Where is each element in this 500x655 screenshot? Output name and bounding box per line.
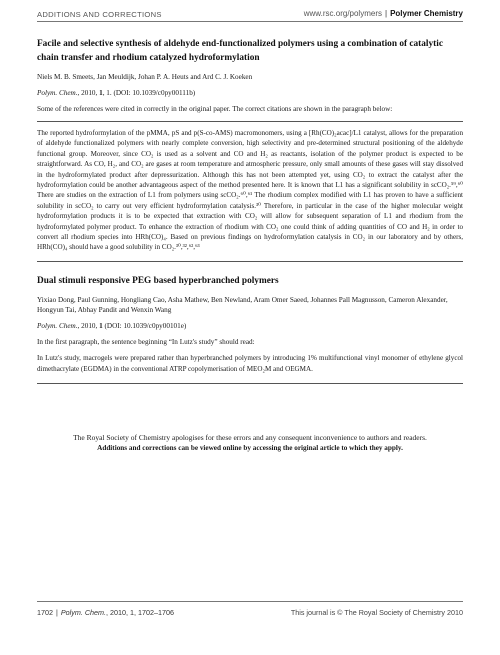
footer-rule [37, 601, 463, 602]
footer-separator: | [56, 608, 58, 617]
header-rule [37, 21, 463, 22]
online-note: Additions and corrections can be viewed online by accessing the original article to which they apply. [97, 444, 403, 452]
apology-notice [37, 432, 463, 454]
citation-volume: 1 [99, 89, 103, 97]
copyright-notice: This journal is © The Royal Society of Chemistry 2010 [290, 608, 463, 617]
corrected-paragraph: In Lutz's study, macrogels were prepared rather than hyperbranched polymers by introducing 1% multifunctional vinyl monomer of ethylene glycol dimethacrylate (EGDMA) in the conventional ATRP copolymerisation of MEO₂M and OEGMA. [37, 354, 463, 373]
article-title: Facile and selective synthesis of aldehyde end-functionalized polymers using a combination of catalytic chain transfer and rhodium catalyzed hydroformylation [37, 39, 443, 63]
page-number: 1702 [37, 608, 53, 617]
journal-header [304, 9, 463, 18]
apology-text: The Royal Society of Chemistry apologises for these errors and any consequent inconvenience to authors and readers. [73, 433, 427, 442]
citation-year: , 2010, [77, 89, 100, 97]
article-authors: Niels M. B. Smeets, Jan Meuldijk, Johan P. A. Heuts and Ard C. J. Koeken [37, 73, 253, 81]
citation-journal: Polym. Chem. [37, 89, 78, 97]
citation-year: , 2010, [77, 322, 100, 331]
section-rule [37, 383, 463, 384]
citation-doi[interactable]: (DOI: 10.1039/c0py00101e) [102, 322, 187, 331]
article-citation [37, 88, 463, 98]
journal-url[interactable]: www.rsc.org/polymers [303, 9, 382, 18]
section-label: ADDITIONS AND CORRECTIONS [37, 10, 162, 19]
article-title: Dual stimuli responsive PEG based hyperbranched polymers [37, 275, 279, 286]
correction-entry-1 [37, 38, 463, 262]
corrected-paragraph: The reported hydroformylation of the pMMA, pS and p(S-co-AMS) macromonomers, using a [Rh(CO)₂acac]/L1 catalyst, allows for the preparation of aldehyde functionalized polymers with nearly complete conversion, high selectivity and pre-determined structural positioning of the aldehyde functional group. Moreover, since CO₂ is used as a solvent and CO and H₂ as reactants, isolation of the polymer product is expected to be straightforward. As CO, H₂, and CO₂ are gases at room temperature and atmospheric pressure, only small amounts of these gases will stay dissolved in the hydroformylated product after depressurization. Although this has not been attempted yet, using CO₂ to extract the catalyst after the hydroformylation could be another advantageous aspect of the method presented here. It is known that L1 has a significant solubility in scCO₂.⁵⁹,⁶⁰ There are studies on the extraction of L1 from polymers using scCO₂.⁶⁰,⁶¹ The rhodium complex modified with L1 has proven to have a sufficient solubility in scCO₂ to carry out very efficient hydroformylation catalysis.³⁰ Therefore, in particular in the case of the higher molecular weight hydroformylation products it is to be expected that extraction with CO₂ will allow for subsequent separation of L1 and rhodium from the hydroformylated polymer product. To enhance the extraction of rhodium with CO₂ one could think of adding quantities of CO and H₂ in order to convert all rhodium species into HRh(CO)₄. Based on previous findings on hydroformylation catalysis in CO₂ in our laboratory and by others, HRh(CO)₄ should have a good solubility in CO₂.³⁰,³²,⁶²,⁶³ [37, 129, 463, 252]
header-separator: | [385, 9, 388, 18]
corrected-paragraph-box [37, 353, 463, 374]
corrections-content [37, 38, 463, 384]
citation-journal: Polym. Chem. [37, 322, 78, 331]
citation-volume: 1 [99, 322, 103, 331]
correction-intro: In the first paragraph, the sentence beginning “In Lutz's study” should read: [37, 338, 255, 347]
corrected-paragraph-box [37, 121, 463, 262]
footer-journal: Polym. Chem. [60, 608, 107, 617]
citation-doi[interactable]: , 1. (DOI: 10.1039/c0py00111b) [102, 89, 196, 97]
correction-intro: Some of the references were cited in correctly in the original paper. The correct citations are shown in the paragraph below: [37, 105, 393, 113]
journal-name: Polymer Chemistry [390, 9, 463, 18]
correction-entry-2 [37, 275, 463, 384]
footer-citation [37, 608, 174, 617]
article-authors: Yixiao Dong, Paul Gunning, Hongliang Cao, Asha Mathew, Ben Newland, Aram Omer Saeed, Johannes Pall Magnusson, Cameron Alexander, Hongyun Tai, Abhay Pandit and Wenxin Wang [37, 296, 448, 315]
footer-volume-pages: , 2010, 1, 1702–1706 [106, 608, 174, 617]
article-citation [37, 321, 463, 331]
